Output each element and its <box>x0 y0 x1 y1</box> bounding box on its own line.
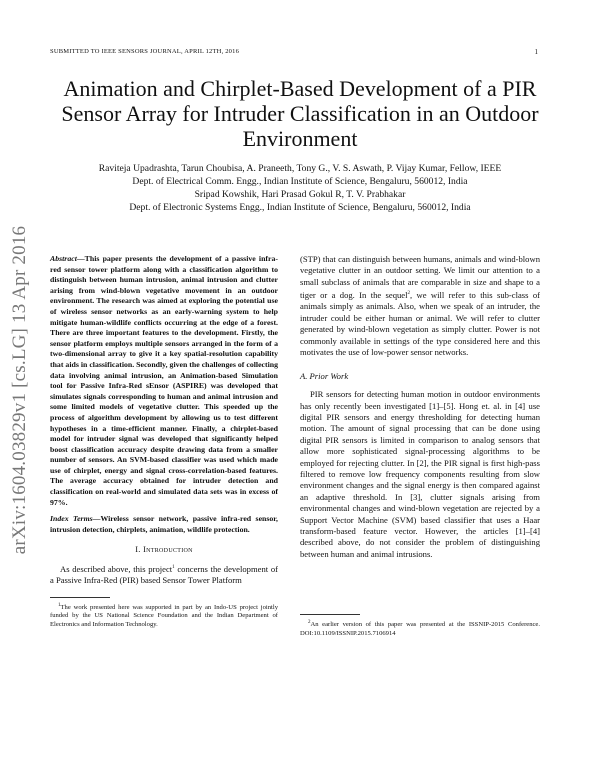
footnote-divider-right <box>300 614 360 615</box>
arxiv-stamp-text: arXiv:1604.03829v1 [cs.LG] 13 Apr 2016 <box>9 225 30 555</box>
author-names-1: Raviteja Upadrashta, Tarun Choubisa, A. Praneeth, Tony G., V. S. Aswath, P. Vijay Kumar, Fellow, IEEE <box>98 163 502 174</box>
footnote-2-mark: 2 <box>308 620 311 625</box>
author-names-2: Sripad Kowshik, Hari Prasad Gokul R, T. V. Prabhakar <box>194 189 406 200</box>
abstract <box>50 254 278 508</box>
author-block <box>40 162 560 214</box>
index-terms-label: Index Terms <box>50 514 93 524</box>
stp-paragraph <box>300 254 540 359</box>
footnote-1-mark: 1 <box>58 602 61 608</box>
section-heading-introduction: I. Introduction <box>135 545 193 555</box>
abstract-label: Abstract <box>50 254 77 263</box>
page-number: 1 <box>534 48 538 56</box>
subsection-heading-prior-work: A. Prior Work <box>300 370 349 381</box>
affiliation-1: Dept. of Electrical Comm. Engg., Indian Institute of Science, Bengaluru, 560012, India <box>132 176 468 187</box>
introduction-paragraph <box>50 562 278 587</box>
index-terms <box>50 514 278 535</box>
index-terms-text: —Wireless sensor network, passive infra-red sensor, intrusion detection, chirplets, animation, wildlife protection. <box>50 514 278 534</box>
footnote-2-text: An earlier version of this paper was presented at the ISSNIP-2015 Conference. DOI:10.1109/ISSNIP.2015.7106914 <box>300 621 540 637</box>
running-header: SUBMITTED TO IEEE SENSORS JOURNAL, APRIL 12TH, 2016 <box>50 48 240 55</box>
footnote-mark-2: 2 <box>407 291 410 297</box>
paper-title: Animation and Chirplet-Based Development of a PIR Sensor Array for Intruder Classification in an Outdoor Environment <box>61 76 539 151</box>
footnote-1 <box>50 602 278 629</box>
footnote-1-text: The work presented here was supported in part by an Indo-US project jointly funded by the US National Science Foundation and the Indian Department of Electronics and Information Technology. <box>50 603 278 628</box>
intro-text-b: concerns the development of a Passive Infra-Red (PIR) based Sensor Tower Platform <box>50 563 278 586</box>
abstract-text: —This paper presents the development of a passive infra-red sensor tower platform along with a classification algorithm to distinguish between human intrusion, animal intrusion and clutter arising from wind-blown vegetative movement in an outdoor environment. The research was aimed at exploring the potential use of wireless sensor networks as an early-warning system to help mitigate human-wildlife conflicts occurring at the edge of a forest. There are three important features to the development. Firstly, the sensor platform employs multiple sensors arranged in the form of a two-dimensional array to give it a key spatial-resolution capability that aids in classification. Secondly, given the challenges of collecting data involving animal intrusion, an Animation-based Simulation tool for Passive Infra-Red sEnsor (ASPIRE) was developed that simulates signals corresponding to human and animal intrusion and some limited models of vegetative clutter. This speeded up the process of algorithm development by allowing us to test different hypotheses in a time-efficient manner. Finally, a chirplet-based model for intruder signal was developed that significantly helped boost classification accuracy despite drawing data from a smaller number of sensors. An SVM-based classifier was used which made use of chirplet, energy and signal cross-correlation-based features. The average accuracy obtained for intruder detection and classification on real-world and simulated data sets was in excess of 97%. <box>50 254 278 507</box>
footnote-divider <box>50 597 110 598</box>
right-column <box>300 254 540 560</box>
right-footnotes <box>300 604 540 638</box>
left-column <box>50 254 278 629</box>
footnote-2 <box>300 619 540 638</box>
intro-text-a: As described above, this project <box>60 563 173 574</box>
arxiv-stamp <box>8 210 32 570</box>
footnote-mark: 1 <box>172 565 175 571</box>
affiliation-2: Dept. of Electronic Systems Engg., Indian Institute of Science, Bengaluru, 560012, India <box>129 202 471 213</box>
stp-text-b: , we will refer to this sub-class of animals simply as animals. Also, when we speak of an intruder, the intruder could be either human or animal. We will refer to clutter generated by wind-blown vegetation as simply clutter. Power is not commonly available in settings of the type considered here and this motivates the use of low-power sensor networks. <box>300 290 540 358</box>
prior-work-paragraph: PIR sensors for detecting human motion in outdoor environments has only recently been investigated [1]–[5]. Hong et. al. in [4] use digital PIR sensors and energy thresholding for detecting human motion. The amount of signal processing that can be done using digital PIR sensors is limited in comparison to analog sensors that allow more sophisticated signal-processing algorithms to be employed for rejecting clutter. In [2], the PIR signal is first high-pass filtered to remove low frequency components resulting from slow environment changes and the signal energy is then compared against an adaptive threshold. In [3], clutter signals arising from environmental changes and wind-blown vegetation are rejected by a Support Vector Machine (SVM) based classifier that uses a Haar transform-based feature vector. However, the articles [1]–[4] described above, do not consider the problem of distinguishing between human and animal intrusions. <box>300 389 540 559</box>
stp-text-a: (STP) that can distinguish between humans, animals and wind-blown vegetative clutter in an outdoor setting. We limit our attention to a small subclass of animals that are comparable in size and shape to a tiger or a dog. In the sequel <box>300 254 540 301</box>
